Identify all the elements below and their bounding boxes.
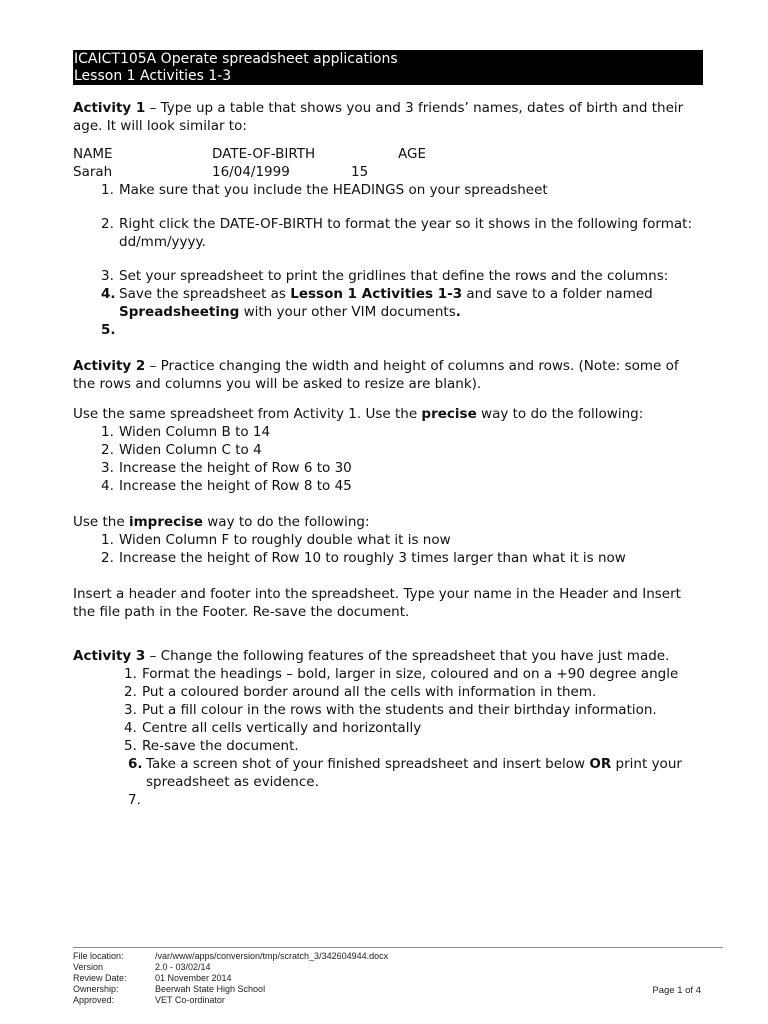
header-footer-instructions: Insert a header and footer into the spreadsheet. Type your name in the Header and Insert the file path in the Footer. Re-save the document. [73,586,681,620]
document-title: ICAICT105A Operate spreadsheet applications [74,51,398,67]
activity-1-intro [73,99,703,135]
list-item: 5. [101,322,116,338]
footer-row: Version 2.0 - 03/02/14 [73,962,211,972]
activity-1-intro-text: – Type up a table that shows you and 3 friends’ names, dates of birth and their age. It will look similar to: [73,100,684,134]
list-item: 3. Put a fill colour in the rows with the students and their birthday information. [124,702,657,718]
footer-row: File location: /var/www/apps/conversion/tmp/scratch_3/342604944.docx [73,951,389,961]
list-item: 3. Set your spreadsheet to print the gridlines that define the rows and the columns: [101,268,669,284]
header-dob: DATE-OF-BIRTH [212,146,316,162]
activity-3-steps [73,665,703,809]
document-footer [73,947,723,1006]
list-item: 4. Save the spreadsheet as Lesson 1 Activities 1-3 and save to a folder named Spreadsheeting with your other VIM documents. [101,286,653,320]
cell-name: Sarah [73,164,113,180]
footer-row: Ownership: Beerwah State High School [73,984,266,994]
precise-instructions: Use the same spreadsheet from Activity 1. Use the precise way to do the following: [73,406,644,422]
activity-3-heading: Activity 3 [73,648,146,664]
precise-steps [73,423,703,495]
list-item: 1. Widen Column F to roughly double what it is now [101,532,451,548]
activity-1-steps [73,181,703,339]
imprecise-instructions: Use the imprecise way to do the following: [73,514,370,530]
cell-dob: 16/04/1999 [212,164,290,180]
list-item: 6. Take a screen shot of your finished spreadsheet and insert below OR print your spreadsheet as evidence. [128,756,682,790]
example-table-header [73,145,703,163]
list-item: 2. Right click the DATE-OF-BIRTH to format the year so it shows in the following format: dd/mm/yyyy. [101,216,693,250]
document-subtitle: Lesson 1 Activities 1-3 [74,68,232,84]
list-item: 2. Widen Column C to 4 [101,442,262,458]
footer-row: Approved: VET Co-ordinator [73,995,225,1005]
imprecise-steps [73,531,703,567]
activity-2-intro: Activity 2 – Practice changing the width and height of columns and rows. (Note: some of the rows and columns you will be asked to resize are blank). [73,358,679,392]
document-page [73,50,703,809]
document-title-bar [73,50,703,85]
list-item: 7. [128,792,141,808]
header-name: NAME [73,146,113,162]
list-item: 2. Put a coloured border around all the cells with information in them. [124,684,597,700]
list-item: 5. Re-save the document. [124,738,299,754]
list-item: 4. Increase the height of Row 8 to 45 [101,478,352,494]
list-item: 4. Centre all cells vertically and horizontally [124,720,422,736]
activity-3-intro: Activity 3 – Change the following features of the spreadsheet that you have just made. [73,648,670,664]
header-age: AGE [398,146,426,162]
activity-1-heading: Activity 1 [73,100,146,116]
footer-row: Review Date: 01 November 2014 [73,973,232,983]
cell-age: 15 [351,164,369,180]
example-table [73,145,703,181]
list-item: 1. Format the headings – bold, larger in size, coloured and on a +90 degree angle [124,666,679,682]
example-table-row [73,163,703,181]
page-number: Page 1 of 4 [652,985,701,996]
activity-2-heading: Activity 2 [73,358,146,374]
list-item: 1. Make sure that you include the HEADINGS on your spreadsheet [101,182,548,198]
list-item: 3. Increase the height of Row 6 to 30 [101,460,352,476]
list-item: 2. Increase the height of Row 10 to roughly 3 times larger than what it is now [101,550,626,566]
list-item: 1. Widen Column B to 14 [101,424,271,440]
